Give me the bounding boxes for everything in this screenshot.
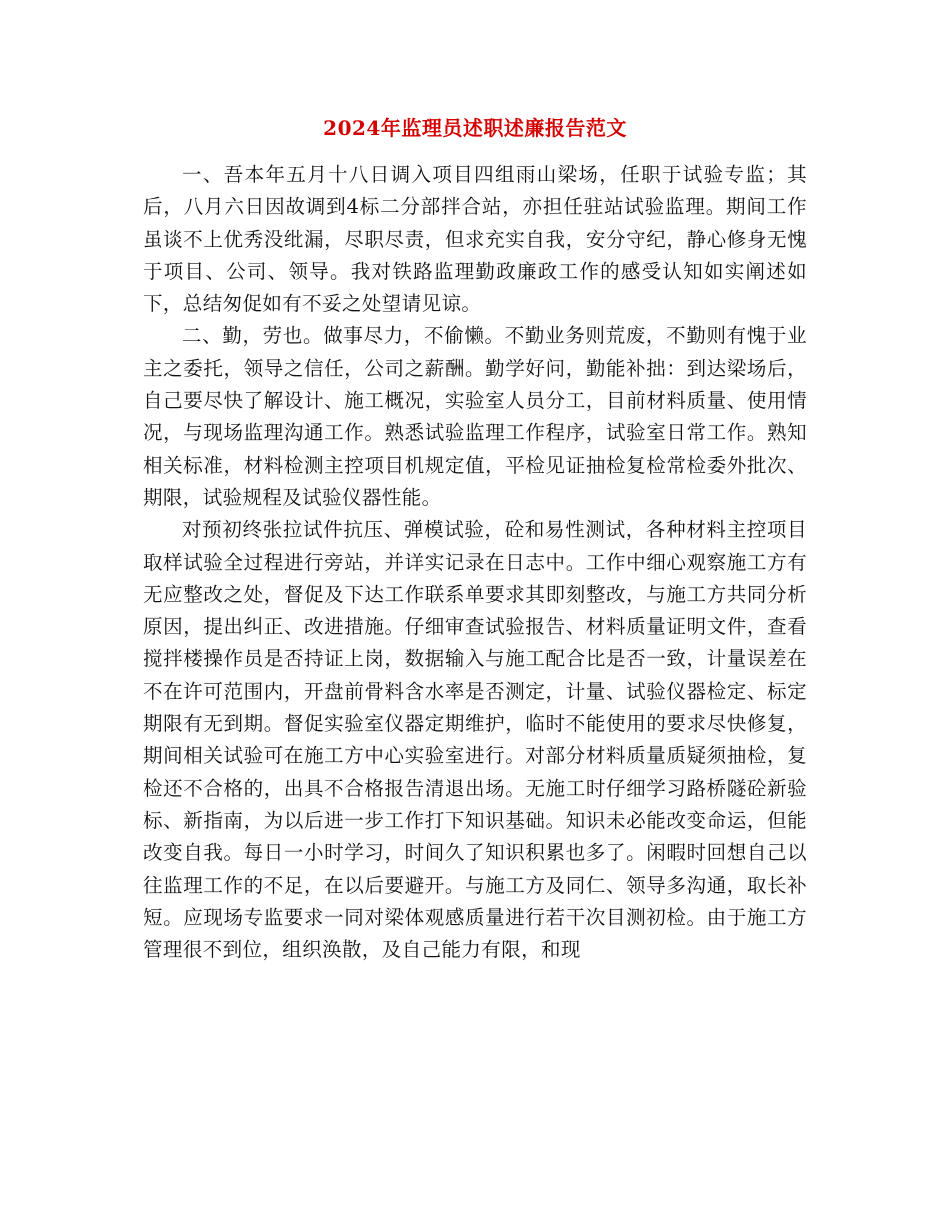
- document-title: 2024年监理员述职述廉报告范文: [323, 116, 627, 140]
- document-body: [143, 159, 807, 966]
- paragraph-1: 一、吾本年五月十八日调入项目四组雨山梁场，任职于试验专监；其后，八月六日因故调到4标二分部拌合站，亦担任驻站试验监理。期间工作虽谈不上优秀没纰漏，尽职尽责，但求充实自我，安分守纪，静心修身无愧于项目、公司、领导。我对铁路监理勤政廉政工作的感受认知如实阐述如下，总结匆促如有不妥之处望请见谅。: [143, 163, 807, 316]
- paragraph-2: 二、勤，劳也。做事尽力，不偷懒。不勤业务则荒废，不勤则有愧于业主之委托，领导之信任，公司之薪酬。勤学好问，勤能补拙：到达梁场后，自己要尽快了解设计、施工概况，实验室人员分工，目前材料质量、使用情况，与现场监理沟通工作。熟悉试验监理工作程序，试验室日常工作。熟知相关标准，材料检测主控项目机规定值，平检见证抽检复检常检委外批次、期限，试验规程及试验仪器性能。: [143, 324, 807, 509]
- paragraph-3: 对预初终张拉试件抗压、弹模试验，砼和易性测试，各种材料主控项目取样试验全过程进行旁站，并详实记录在日志中。工作中细心观察施工方有无应整改之处，督促及下达工作联系单要求其即刻整改，与施工方共同分析原因，提出纠正、改进措施。仔细审查试验报告、材料质量证明文件，查看搅拌楼操作员是否持证上岗，数据输入与施工配合比是否一致，计量误差在不在许可范围内，开盘前骨料含水率是否测定，计量、试验仪器检定、标定期限有无到期。督促实验室仪器定期维护，临时不能使用的要求尽快修复，期间相关试验可在施工方中心实验室进行。对部分材料质量质疑须抽检，复检还不合格的，出具不合格报告清退出场。无施工时仔细学习路桥隧砼新验标、新指南，为以后进一步工作打下知识基础。知识未必能改变命运，但能改变自我。每日一小时学习，时间久了知识积累也多了。闲暇时回想自己以往监理工作的不足，在以后要避开。与施工方及同仁、领导多沟通，取长补短。应现场专监要求一同对梁体观感质量进行若干次目测初检。由于施工方管理很不到位，组织涣散，及自己能力有限，和现: [143, 518, 807, 962]
